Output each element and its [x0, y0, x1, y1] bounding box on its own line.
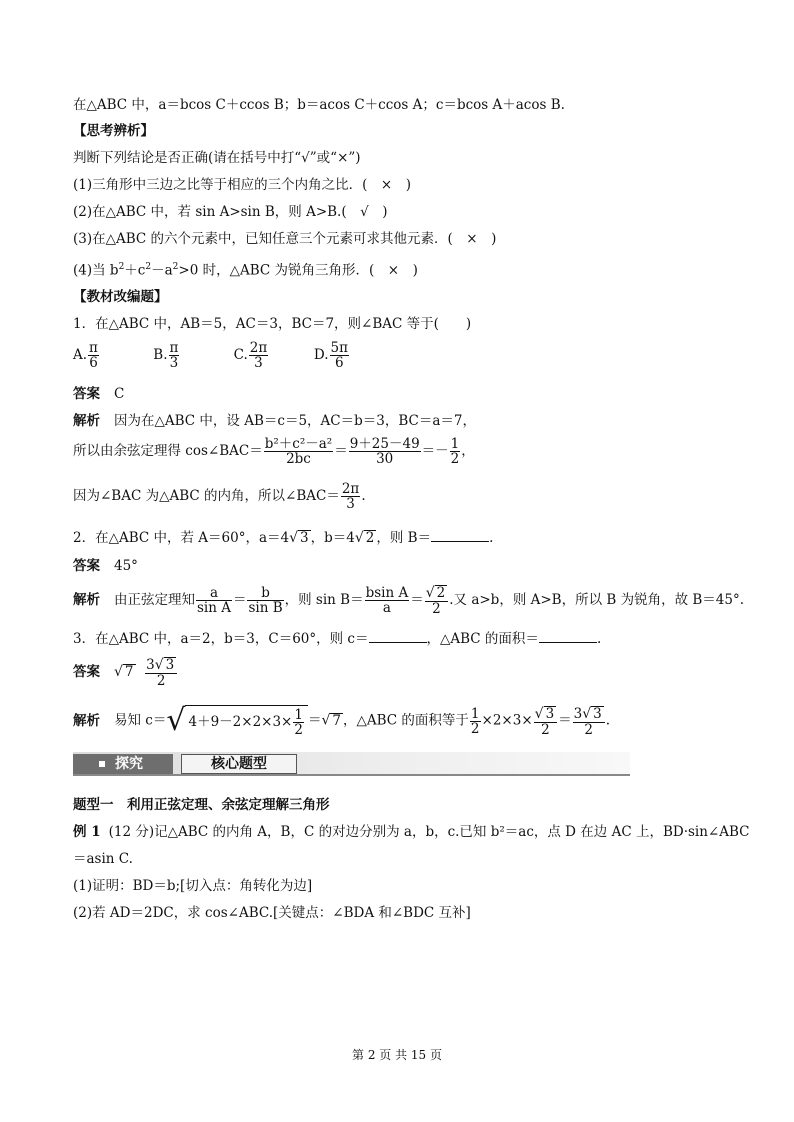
section-banner: [73, 752, 630, 776]
banner-core-topic-tag: 核心题型: [181, 754, 297, 774]
analysis-label: 解析: [73, 413, 100, 429]
example-line1: 例 1 (12 分)记△ABC 的内角 A，B，C 的对边分别为 a，b，c.已知 b²＝ac，点 D 在边 AC 上，BD·sin∠ABC: [73, 824, 750, 840]
example-part1: (1)证明：BD＝b;[切入点：角转化为边]: [73, 878, 313, 894]
q1-option-d: D. $\frac{5\pi}{6}$: [313, 340, 348, 371]
q2-answer: 答案 45°: [73, 558, 138, 574]
example-line2: ＝asin C.: [73, 851, 133, 867]
sup-2: 2: [118, 262, 125, 272]
think-item-1: (1)三角形中三边之比等于相应的三个内角之比．( × ): [73, 177, 411, 193]
square-bullet-icon: [99, 761, 105, 767]
banner-explore-tag: 探究: [73, 754, 173, 774]
example-part2: (2)若 AD＝2DC，求 cos∠ABC.[关键点：∠BDA 和∠BDC 互补]: [73, 905, 471, 921]
think-item-4: [73, 258, 418, 280]
sup-2: 2: [145, 262, 152, 272]
item4-part-a: (4)当 b: [73, 262, 119, 279]
think-item-3: (3)在△ABC 的六个元素中，已知任意三个元素可求其他元素．( × ): [73, 231, 497, 247]
item4-part-c: －a: [151, 262, 173, 279]
item4-part-d: >0 时，△ABC 为锐角三角形．( × ): [178, 262, 418, 279]
q2-analysis: 解析 由正弦定理知 $\frac{a}{\text{sin A}}$ ＝ $\frac{b}{\text{sin B}}$ ，则 sin B＝ $\frac{\text{bsin A}}{a}$ ＝ $\frac{√ 2}{2}$ .又 a>b，则 A>B，所以 B 为锐角，故 B＝45°.: [73, 585, 745, 617]
page-number-footer: 第 2 页 共 15 页: [352, 1048, 442, 1062]
q1-stem: 1．在△ABC 中，AB＝5，AC＝3，BC＝7，则∠BAC 等于( ): [73, 316, 472, 332]
answer-blank: [431, 529, 489, 542]
q1-option-a: A. $\frac{\pi}{6}$: [73, 340, 98, 371]
textbook-heading: 【教材改编题】: [73, 289, 168, 305]
intro-formula-line: 在△ABC 中，a＝bcos C＋ccos B；b＝acos C＋ccos A；c＝bcos A＋acos B.: [73, 97, 565, 113]
q1-answer: 答案 C: [73, 386, 125, 402]
q2-stem: 2．在△ABC 中，若 A＝60°，a＝4√ 3 ，b＝4√ 2 ，则 B＝ .: [73, 530, 494, 546]
q1-analysis-line3: 因为∠BAC 为△ABC 的内角，所以∠BAC＝ $\frac{2\pi}{3}$ .: [73, 481, 366, 512]
q1-option-b: B. $\frac{\pi}{3}$: [153, 340, 179, 371]
answer-label: 答案: [73, 386, 100, 402]
q3-analysis: 解析 易知 c＝√ 4＋9－2×2×3× $\frac{1}{2}$ ＝√ 7 ，△ABC 的面积等于 $\frac{1}{2}$ ×2×3× $\frac{√ 3}{2}$ ＝ $\frac{3√ 3}{2}$ .: [73, 703, 611, 738]
cos-fraction: $\frac{\text{b²＋c²－a²}}{2bc}$: [264, 436, 333, 467]
sup-2: 2: [172, 262, 179, 272]
q3-stem: 3．在△ABC 中，a＝2，b＝3，C＝60°，则 c＝ ，△ABC 的面积＝ .: [73, 631, 602, 647]
q1-option-c: C. $\frac{2\pi}{3}$: [233, 340, 268, 371]
think-instruction: 判断下列结论是否正确(请在括号中打“√”或“×”): [73, 150, 361, 166]
think-heading: 【思考辨析】: [73, 123, 154, 139]
topic-title: 题型一 利用正弦定理、余弦定理解三角形: [73, 797, 330, 813]
q1-analysis-line1: 解析 因为在△ABC 中，设 AB＝c＝5，AC＝b＝3，BC＝a＝7，: [73, 413, 476, 429]
banner-underline: [73, 774, 630, 776]
q3-answer: 答案 √ 7 $\frac{3√ 3}{2}$: [73, 657, 178, 688]
think-item-2: (2)在△ABC 中，若 sin A>sin B，则 A>B.( √ ): [73, 204, 388, 220]
item4-part-b: ＋c: [124, 262, 146, 279]
q1-options: [73, 341, 390, 370]
q1-analysis-line2: 所以由余弦定理得 cos∠BAC＝ $\frac{\text{b²＋c²－a²}}{2bc}$ ＝ $\frac{9+25-49}{30}$ ＝－ $\frac{1}{2}$ ，: [73, 436, 475, 467]
